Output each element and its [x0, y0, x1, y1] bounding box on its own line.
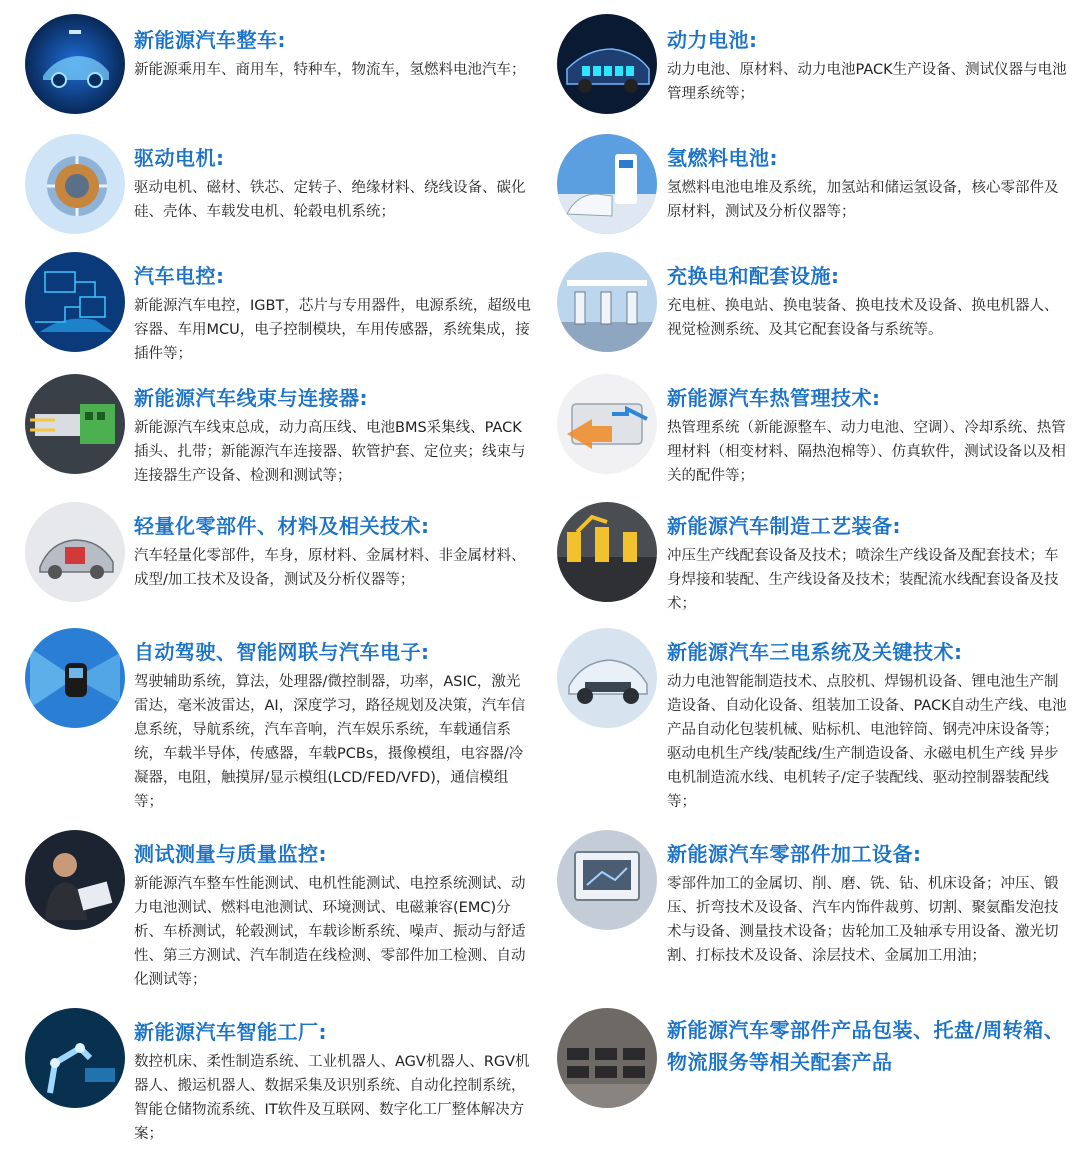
- category-description: 氢燃料电池电堆及系统，加氢站和储运氢设备，核心零部件及原材料，测试及分析仪器等；: [667, 180, 1059, 220]
- ev-chassis-icon: [557, 628, 657, 728]
- assembly-line-icon: [557, 502, 657, 602]
- thermal-icon: [557, 374, 657, 474]
- battery-chassis-icon: [557, 14, 657, 114]
- category-title: 新能源汽车智能工厂:: [134, 1020, 327, 1044]
- inspector-icon: [25, 830, 125, 930]
- radar-car-icon: [25, 628, 125, 728]
- category-description: 新能源汽车电控，IGBT，芯片与专用器件，电源系统，超级电容器、车用MCU，电子控制模块，车用传感器，系统集成，接插件等；: [134, 298, 531, 362]
- category-title: 自动驾驶、智能网联与汽车电子:: [134, 640, 430, 664]
- category-description: 充电桩、换电站、换电装备、换电技术及设备、换电机器人、视觉检测系统、及其它配套设备与系统等。: [667, 298, 1059, 338]
- hydrogen-station-icon: [557, 134, 657, 234]
- category-title: 轻量化零部件、材料及相关技术:: [134, 514, 430, 538]
- category-title: 充换电和配套设施:: [667, 264, 840, 288]
- machine-tool-icon: [557, 830, 657, 930]
- category-description: 新能源汽车整车性能测试、电机性能测试、电控系统测试、动力电池测试、燃料电池测试、环境测试、电磁兼容(EMC)分析、车桥测试，轮毂测试，车载诊断系统、噪声、振动与舒适性、第三方测试、汽车制造在线检测、零部件加工检测、自动化测试等；: [134, 876, 526, 988]
- category-title: 新能源汽车零部件产品包装、托盘/周转箱、物流服务等相关配套产品: [667, 1018, 1065, 1074]
- category-description: 零部件加工的金属切、削、磨、铣、钻、机床设备；冲压、锻压、折弯技术及设备、汽车内饰件裁剪、切割、聚氨酯发泡技术与设备、测量技术设备；齿轮加工及轴承专用设备、激光切割、打标技术及设备、涂层技术、金属加工用油；: [667, 876, 1059, 964]
- robot-arm-icon: [25, 1008, 125, 1108]
- category-title: 氢燃料电池:: [667, 146, 778, 170]
- connector-icon: [25, 374, 125, 474]
- category-description: 数控机床、柔性制造系统、工业机器人、AGV机器人、RGV机器人、搬运机器人、数据采集及识别系统、自动化控制系统，智能仓储物流系统、IT软件及互联网、数字化工厂整体解决方案；: [134, 1054, 530, 1142]
- category-description: 热管理系统（新能源整车、动力电池、空调）、冷却系统、热管理材料（相变材料、隔热泡棉等）、仿真软件，测试设备以及相关的配件等；: [667, 420, 1066, 484]
- category-description: 冲压生产线配套设备及技术；喷涂生产线设备及配套技术；车身焊接和装配、生产线设备及技术；装配流水线配套设备及技术；: [667, 548, 1059, 612]
- category-description: 驾驶辅助系统，算法，处理器/微控制器，功率，ASIC，激光雷达，毫米波雷达，AI，深度学习，路径规划及决策，汽车信息系统，导航系统，汽车音响，汽车娱乐系统，车载通信系统，车载半导体，传感器，车载PCBs，摄像模组，电容器/冷凝器，电阻，触摸屏/显示模组(LCD/FED/VFD)，通信模组等；: [134, 674, 526, 810]
- motor-icon: [25, 134, 125, 234]
- category-description: 新能源乘用车、商用车，特种车，物流车，氢燃料电池汽车；: [134, 62, 526, 78]
- category-title: 新能源汽车零部件加工设备:: [667, 842, 922, 866]
- category-description: 新能源汽车线束总成，动力高压线、电池BMS采集线、PACK插头、扎带；新能源汽车连接器、软管护套、定位夹；线束与连接器生产设备、检测和测试等；: [134, 420, 526, 484]
- car-icon: [25, 14, 125, 114]
- category-description: 汽车轻量化零部件，车身，原材料、金属材料、非金属材料、成型/加工技术及设备，测试及分析仪器等；: [134, 548, 526, 588]
- body-frame-icon: [25, 502, 125, 602]
- charging-station-icon: [557, 252, 657, 352]
- category-title: 汽车电控:: [134, 264, 225, 288]
- category-description: 动力电池智能制造技术、点胶机、焊锡机设备、锂电池生产制造设备、自动化设备、组装加工设备、PACK自动生产线、电池产品自动化包装机械、贴标机、电池锌筒、钢壳冲床设备等；驱动电机生产线/装配线/生产制造设备、永磁电机生产线 异步电机制造流水线、电机转子/定子装配线、驱动控制器装配线等；: [667, 674, 1067, 810]
- category-title: 新能源汽车热管理技术:: [667, 386, 881, 410]
- category-title: 新能源汽车制造工艺装备:: [667, 514, 901, 538]
- circuit-icon: [25, 252, 125, 352]
- category-title: 新能源汽车线束与连接器:: [134, 386, 368, 410]
- category-title: 新能源汽车三电系统及关键技术:: [667, 640, 963, 664]
- category-title: 动力电池:: [667, 28, 758, 52]
- pallet-icon: [557, 1008, 657, 1108]
- category-description: 动力电池、原材料、动力电池PACK生产设备、测试仪器与电池管理系统等；: [667, 62, 1067, 102]
- category-description: 驱动电机、磁材、铁芯、定转子、绝缘材料、绕线设备、碳化硅、壳体、车载发电机、轮毂电机系统；: [134, 180, 526, 220]
- category-title: 驱动电机:: [134, 146, 225, 170]
- category-title: 测试测量与质量监控:: [134, 842, 327, 866]
- category-title: 新能源汽车整车:: [134, 28, 286, 52]
